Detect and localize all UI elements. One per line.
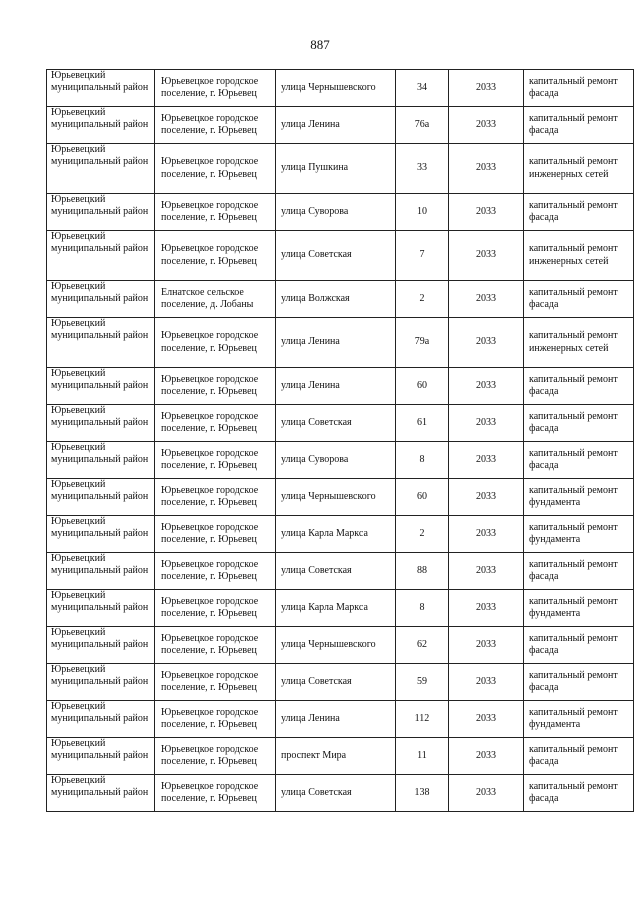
street-cell: улица Ленина bbox=[276, 368, 396, 405]
settlement-cell: Юрьевецкое городское поселение, г. Юрьевец bbox=[155, 627, 276, 664]
street-cell: улица Советская bbox=[276, 775, 396, 812]
work-cell: капитальный ремонт фундамента bbox=[524, 590, 634, 627]
year-cell: 2033 bbox=[449, 479, 524, 516]
year-cell: 2033 bbox=[449, 590, 524, 627]
house-cell: 112 bbox=[396, 701, 449, 738]
house-cell: 59 bbox=[396, 664, 449, 701]
settlement-cell: Юрьевецкое городское поселение, г. Юрьевец bbox=[155, 479, 276, 516]
street-cell: улица Волжская bbox=[276, 281, 396, 318]
street-cell: улица Ленина bbox=[276, 701, 396, 738]
work-cell: капитальный ремонт фасада bbox=[524, 442, 634, 479]
table-row bbox=[47, 553, 634, 590]
street-cell: улица Карла Маркса bbox=[276, 590, 396, 627]
district-cell: Юрьевецкий муниципальный район bbox=[47, 590, 155, 627]
table-row bbox=[47, 107, 634, 144]
house-cell: 8 bbox=[396, 590, 449, 627]
house-cell: 60 bbox=[396, 479, 449, 516]
year-cell: 2033 bbox=[449, 70, 524, 107]
settlement-cell: Юрьевецкое городское поселение, г. Юрьевец bbox=[155, 107, 276, 144]
year-cell: 2033 bbox=[449, 442, 524, 479]
settlement-cell: Юрьевецкое городское поселение, г. Юрьевец bbox=[155, 738, 276, 775]
year-cell: 2033 bbox=[449, 144, 524, 194]
table-row bbox=[47, 194, 634, 231]
district-cell: Юрьевецкий муниципальный район bbox=[47, 775, 155, 812]
year-cell: 2033 bbox=[449, 405, 524, 442]
street-cell: улица Пушкина bbox=[276, 144, 396, 194]
year-cell: 2033 bbox=[449, 738, 524, 775]
district-cell: Юрьевецкий муниципальный район bbox=[47, 553, 155, 590]
street-cell: улица Чернышевского bbox=[276, 627, 396, 664]
street-cell: улица Советская bbox=[276, 231, 396, 281]
street-cell: улица Карла Маркса bbox=[276, 516, 396, 553]
year-cell: 2033 bbox=[449, 281, 524, 318]
work-cell: капитальный ремонт фасада bbox=[524, 738, 634, 775]
settlement-cell: Юрьевецкое городское поселение, г. Юрьевец bbox=[155, 405, 276, 442]
year-cell: 2033 bbox=[449, 701, 524, 738]
settlement-cell: Юрьевецкое городское поселение, г. Юрьевец bbox=[155, 516, 276, 553]
house-cell: 33 bbox=[396, 144, 449, 194]
district-cell: Юрьевецкий муниципальный район bbox=[47, 664, 155, 701]
street-cell: улица Суворова bbox=[276, 194, 396, 231]
work-cell: капитальный ремонт фасада bbox=[524, 553, 634, 590]
settlement-cell: Юрьевецкое городское поселение, г. Юрьевец bbox=[155, 553, 276, 590]
table-row bbox=[47, 231, 634, 281]
work-cell: капитальный ремонт инженерных сетей bbox=[524, 144, 634, 194]
house-cell: 60 bbox=[396, 368, 449, 405]
district-cell: Юрьевецкий муниципальный район bbox=[47, 442, 155, 479]
year-cell: 2033 bbox=[449, 775, 524, 812]
house-cell: 34 bbox=[396, 70, 449, 107]
work-cell: капитальный ремонт инженерных сетей bbox=[524, 231, 634, 281]
settlement-cell: Елнатское сельское поселение, д. Лобаны bbox=[155, 281, 276, 318]
district-cell: Юрьевецкий муниципальный район bbox=[47, 738, 155, 775]
settlement-cell: Юрьевецкое городское поселение, г. Юрьевец bbox=[155, 775, 276, 812]
settlement-cell: Юрьевецкое городское поселение, г. Юрьевец bbox=[155, 664, 276, 701]
year-cell: 2033 bbox=[449, 368, 524, 405]
work-cell: капитальный ремонт фундамента bbox=[524, 479, 634, 516]
year-cell: 2033 bbox=[449, 627, 524, 664]
house-cell: 7 bbox=[396, 231, 449, 281]
work-cell: капитальный ремонт фасада bbox=[524, 664, 634, 701]
work-cell: капитальный ремонт фундамента bbox=[524, 701, 634, 738]
district-cell: Юрьевецкий муниципальный район bbox=[47, 281, 155, 318]
house-cell: 62 bbox=[396, 627, 449, 664]
settlement-cell: Юрьевецкое городское поселение, г. Юрьевец bbox=[155, 701, 276, 738]
year-cell: 2033 bbox=[449, 231, 524, 281]
work-cell: капитальный ремонт фасада bbox=[524, 194, 634, 231]
house-cell: 10 bbox=[396, 194, 449, 231]
district-cell: Юрьевецкий муниципальный район bbox=[47, 516, 155, 553]
settlement-cell: Юрьевецкое городское поселение, г. Юрьевец bbox=[155, 442, 276, 479]
district-cell: Юрьевецкий муниципальный район bbox=[47, 194, 155, 231]
table-row bbox=[47, 144, 634, 194]
street-cell: улица Чернышевского bbox=[276, 479, 396, 516]
table-row bbox=[47, 590, 634, 627]
settlement-cell: Юрьевецкое городское поселение, г. Юрьевец bbox=[155, 194, 276, 231]
district-cell: Юрьевецкий муниципальный район bbox=[47, 405, 155, 442]
work-cell: капитальный ремонт фасада bbox=[524, 107, 634, 144]
house-cell: 138 bbox=[396, 775, 449, 812]
street-cell: проспект Мира bbox=[276, 738, 396, 775]
settlement-cell: Юрьевецкое городское поселение, г. Юрьевец bbox=[155, 144, 276, 194]
house-cell: 76а bbox=[396, 107, 449, 144]
district-cell: Юрьевецкий муниципальный район bbox=[47, 231, 155, 281]
table-row bbox=[47, 701, 634, 738]
work-cell: капитальный ремонт фасада bbox=[524, 627, 634, 664]
year-cell: 2033 bbox=[449, 318, 524, 368]
year-cell: 2033 bbox=[449, 194, 524, 231]
district-cell: Юрьевецкий муниципальный район bbox=[47, 107, 155, 144]
settlement-cell: Юрьевецкое городское поселение, г. Юрьевец bbox=[155, 318, 276, 368]
house-cell: 11 bbox=[396, 738, 449, 775]
repair-schedule-table bbox=[46, 69, 634, 812]
street-cell: улица Ленина bbox=[276, 318, 396, 368]
work-cell: капитальный ремонт инженерных сетей bbox=[524, 318, 634, 368]
table-row bbox=[47, 318, 634, 368]
house-cell: 61 bbox=[396, 405, 449, 442]
street-cell: улица Советская bbox=[276, 553, 396, 590]
table-row bbox=[47, 405, 634, 442]
year-cell: 2033 bbox=[449, 516, 524, 553]
house-cell: 2 bbox=[396, 281, 449, 318]
district-cell: Юрьевецкий муниципальный район bbox=[47, 144, 155, 194]
table-row bbox=[47, 70, 634, 107]
house-cell: 8 bbox=[396, 442, 449, 479]
street-cell: улица Советская bbox=[276, 664, 396, 701]
table-row bbox=[47, 281, 634, 318]
work-cell: капитальный ремонт фасада bbox=[524, 70, 634, 107]
table-row bbox=[47, 627, 634, 664]
work-cell: капитальный ремонт фундамента bbox=[524, 516, 634, 553]
page-number: 887 bbox=[310, 37, 330, 52]
house-cell: 79а bbox=[396, 318, 449, 368]
district-cell: Юрьевецкий муниципальный район bbox=[47, 318, 155, 368]
table-row bbox=[47, 775, 634, 812]
street-cell: улица Ленина bbox=[276, 107, 396, 144]
table-row bbox=[47, 368, 634, 405]
work-cell: капитальный ремонт фасада bbox=[524, 368, 634, 405]
table-row bbox=[47, 664, 634, 701]
year-cell: 2033 bbox=[449, 664, 524, 701]
street-cell: улица Суворова bbox=[276, 442, 396, 479]
table-row bbox=[47, 479, 634, 516]
year-cell: 2033 bbox=[449, 553, 524, 590]
year-cell: 2033 bbox=[449, 107, 524, 144]
house-cell: 88 bbox=[396, 553, 449, 590]
work-cell: капитальный ремонт фасада bbox=[524, 405, 634, 442]
settlement-cell: Юрьевецкое городское поселение, г. Юрьевец bbox=[155, 231, 276, 281]
street-cell: улица Чернышевского bbox=[276, 70, 396, 107]
table-row bbox=[47, 442, 634, 479]
work-cell: капитальный ремонт фасада bbox=[524, 281, 634, 318]
district-cell: Юрьевецкий муниципальный район bbox=[47, 701, 155, 738]
settlement-cell: Юрьевецкое городское поселение, г. Юрьевец bbox=[155, 70, 276, 107]
district-cell: Юрьевецкий муниципальный район bbox=[47, 70, 155, 107]
street-cell: улица Советская bbox=[276, 405, 396, 442]
district-cell: Юрьевецкий муниципальный район bbox=[47, 479, 155, 516]
district-cell: Юрьевецкий муниципальный район bbox=[47, 627, 155, 664]
settlement-cell: Юрьевецкое городское поселение, г. Юрьевец bbox=[155, 590, 276, 627]
table-row bbox=[47, 738, 634, 775]
table-row bbox=[47, 516, 634, 553]
work-cell: капитальный ремонт фасада bbox=[524, 775, 634, 812]
district-cell: Юрьевецкий муниципальный район bbox=[47, 368, 155, 405]
settlement-cell: Юрьевецкое городское поселение, г. Юрьевец bbox=[155, 368, 276, 405]
house-cell: 2 bbox=[396, 516, 449, 553]
